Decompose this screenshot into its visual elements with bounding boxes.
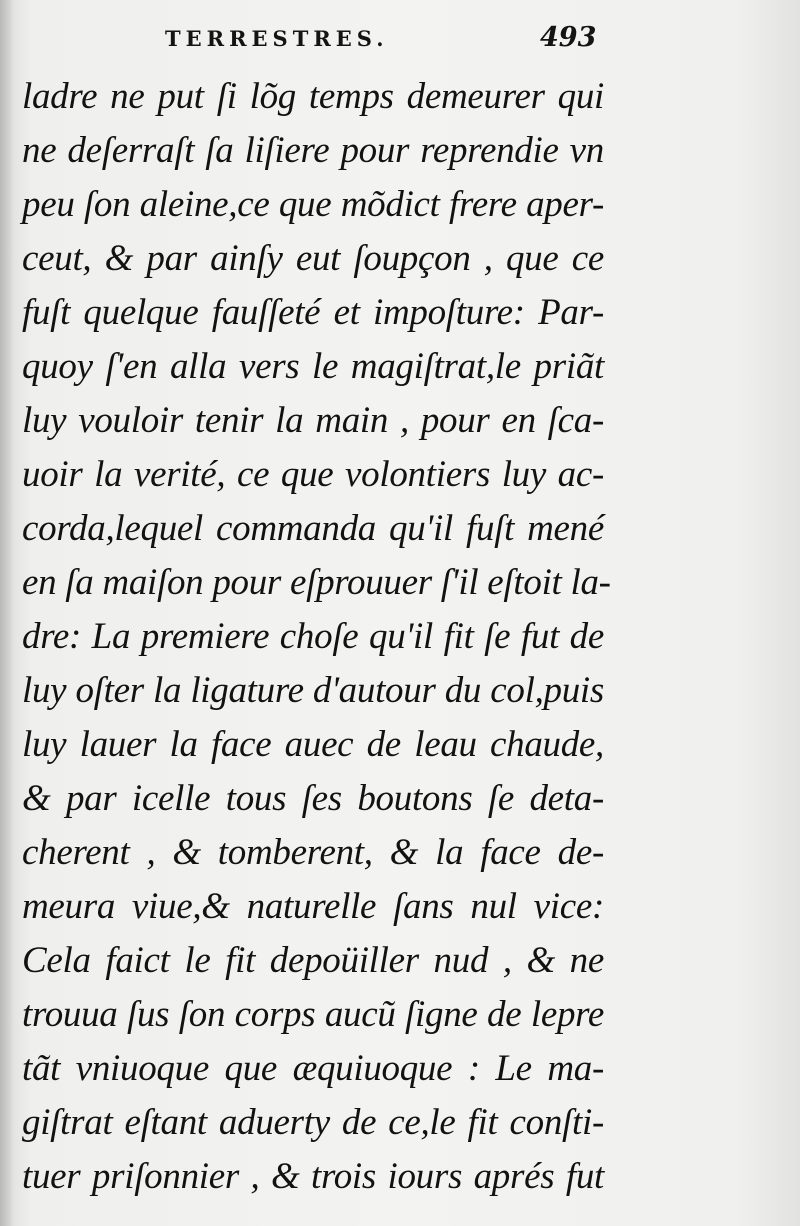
gutter-shadow <box>0 0 14 1226</box>
text-line: ne deſerraſt ſa liſiere pour reprendie vn <box>22 130 604 171</box>
page-number: 493 <box>540 22 597 53</box>
text-line: tãt vniuoque que æquiuoque : Le ma- <box>22 1048 604 1089</box>
text-line: ceut, & par ainſy eut ſoupçon , que ce <box>22 238 604 279</box>
text-line: luy oſter la ligature d'autour du col,puis <box>22 670 604 711</box>
running-head: TERRESTRES. <box>165 26 389 51</box>
text-line: ladre ne put ſi lõg temps demeurer qui <box>22 76 604 117</box>
text-line: peu ſon aleine,ce que mõdict frere aper- <box>22 184 604 225</box>
text-line: meura viue,& naturelle ſans nul vice: <box>22 886 604 927</box>
text-line: Cela faict le fit depoüiller nud , & ne <box>22 940 604 981</box>
text-line: corda,lequel commanda qu'il fuſt mené <box>22 508 604 549</box>
body-text <box>22 70 611 1204</box>
text-line: trouua ſus ſon corps aucũ ſigne de lepre <box>22 994 604 1035</box>
page-header <box>0 22 800 62</box>
text-line: fuſt quelque fauſſeté et impoſture: Par- <box>22 292 604 333</box>
text-line: cherent , & tomberent, & la face de- <box>22 832 604 873</box>
text-line: giſtrat eſtant aduerty de ce,le fit conſti- <box>22 1102 604 1143</box>
text-line: luy lauer la face auec de leau chaude, <box>22 724 604 765</box>
text-line: en ſa maiſon pour eſprouuer ſ'il eſtoit la- <box>22 562 611 603</box>
text-line: dre: La premiere choſe qu'il fit ſe fut de <box>22 616 604 657</box>
text-line: quoy ſ'en alla vers le magiſtrat,le priãt <box>22 346 604 387</box>
text-line: uoir la verité, ce que volontiers luy ac- <box>22 454 604 495</box>
text-line: luy vouloir tenir la main , pour en ſca- <box>22 400 604 441</box>
text-line: & par icelle tous ſes boutons ſe deta- <box>22 778 604 819</box>
text-line: tuer priſonnier , & trois iours aprés fut <box>22 1156 604 1197</box>
